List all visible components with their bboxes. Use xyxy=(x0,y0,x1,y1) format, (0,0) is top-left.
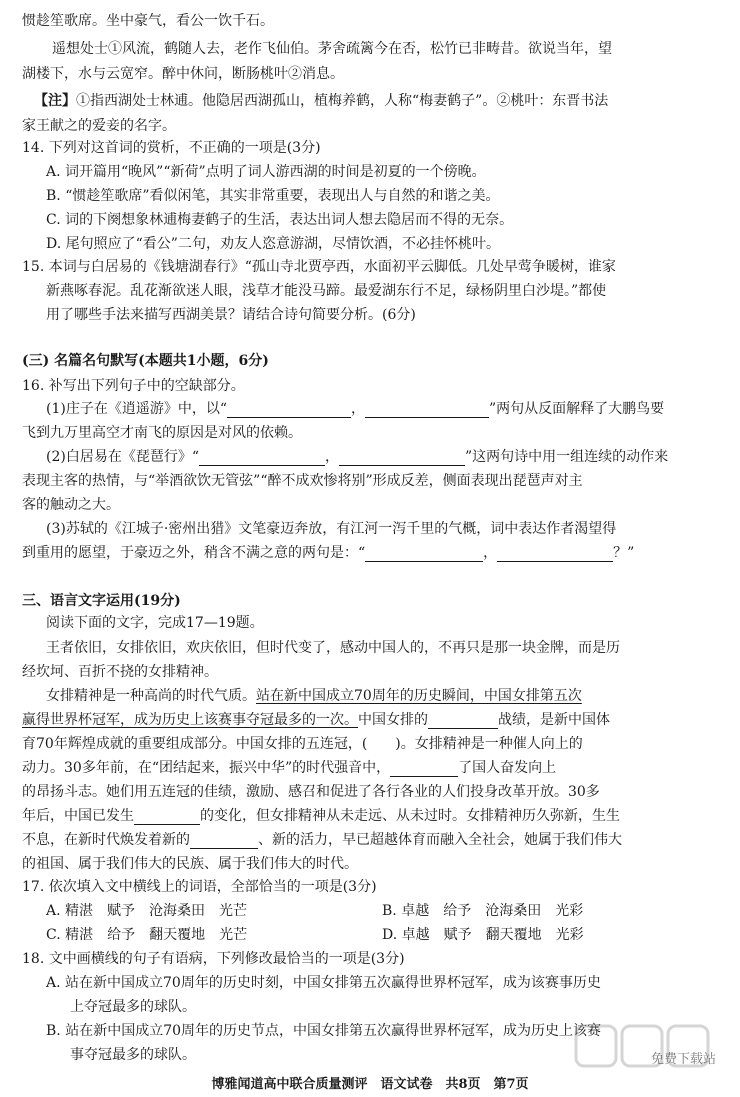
annotation-note xyxy=(34,92,608,110)
question-18-stem: 18. 文中画横线的句子有语病，下列修改最恰当的一项是(3分) xyxy=(22,951,405,967)
question-14-stem: 14. 下列对这首词的赏析，不正确的一项是(3分) xyxy=(22,140,321,156)
question-16-part-1: (1)庄子在《逍遥游》中，以“ ， ”两句从反面解释了大鹏鸟要 xyxy=(46,401,665,417)
passage-text: 动力。30多年前，在“团结起来，振兴中华”的时代强音中， 了国人奋发向上 xyxy=(22,760,557,776)
question-16-text: 客的触动之大。 xyxy=(22,497,120,513)
blank xyxy=(227,403,351,418)
poem-line: 惯趁笙歌席。坐中豪气，看公一饮千石。 xyxy=(22,13,274,29)
question-17-option-d: D. 卓越 赋予 翻天覆地 光彩 xyxy=(382,927,584,943)
question-16-part-3: (3)苏轼的《江城子·密州出猎》文笔豪迈奔放，有江河一泻千里的气概，词中表达作者渴望得 xyxy=(46,521,617,537)
note-label: 【注】 xyxy=(34,93,76,109)
watermark-text: 免费下载站 xyxy=(650,1052,716,1067)
note-text: ①指西湖处士林逋。他隐居西湖孤山，植梅养鹤，人称“梅妻鹤子”。②桃叶：东晋书法 xyxy=(76,93,609,109)
question-15-text: 新燕啄春泥。乱花渐欲迷人眼，浅草才能没马蹄。最爱湖东行不足，绿杨阴里白沙堤。”都使 xyxy=(46,283,607,299)
question-16-text: 表现主客的热情，与“举酒欲饮无管弦”“醉不成欢惨将别”形成反差，侧面表现出琵琶声对主 xyxy=(22,473,583,489)
question-18-option-b: B. 站在新中国成立70周年的历史节点，中国女排第五次赢得世界杯冠军，成为历史上该赛 xyxy=(46,1023,602,1039)
passage-intro: 阅读下面的文字，完成17—19题。 xyxy=(46,615,264,631)
passage-text: 的昂扬斗志。她们用五连冠的佳绩，激励、感召和促进了各行各业的人们投身改革开放。30多 xyxy=(22,784,600,800)
passage-text: 年后，中国已发生 的变化，但女排精神从未走远、从未过时。女排精神历久弥新，生生 xyxy=(22,808,620,824)
question-15-text: 15. 本词与白居易的《钱塘湖春行》“孤山寺北贾亭西，水面初平云脚低。几处早莺争暖树，谁家 xyxy=(22,259,616,275)
question-14-option-b: B. “惯趁笙歌席”看似闲笔，其实非常重要，表现出人与自然的和谐之美。 xyxy=(46,188,500,204)
question-14-option-a: A. 词开篇用“晚风”“新荷”点明了词人游西湖的时间是初夏的一个傍晚。 xyxy=(46,164,486,180)
question-17-option-b: B. 卓越 给予 沧海桑田 光彩 xyxy=(382,903,584,919)
passage-text: 不息，在新时代焕发着新的 、新的活力，早已超越体育而融入全社会，她属于我们伟大 xyxy=(22,832,622,848)
passage-text: 育70年辉煌成就的重要组成部分。中国女排的五连冠，( )。女排精神是一种催人向上的 xyxy=(22,736,583,752)
question-14-option-c: C. 词的下阕想象林逋梅妻鹤子的生活，表达出词人想去隐居而不得的无奈。 xyxy=(46,212,514,228)
passage-text: 的祖国、属于我们伟大的民族、属于我们伟大的时代。 xyxy=(22,856,358,872)
question-17-stem: 17. 依次填入文中横线上的词语，全部恰当的一项是(3分) xyxy=(22,879,377,895)
question-18-option-a: 上夺冠最多的球队。 xyxy=(70,999,196,1015)
underlined-sentence: 站在新中国成立70周年的历史瞬间，中国女排第五次 xyxy=(256,688,582,704)
blank xyxy=(199,451,325,466)
question-16-text: 到重用的愿望，于豪迈之外，稍含不满之意的两句是：“ ， ？” xyxy=(22,545,635,561)
passage-text: 赢得世界杯冠军，成为历史上该赛事夺冠最多的一次。中国女排的 战绩，是新中国体 xyxy=(22,712,610,728)
question-17-option-c: C. 精湛 给予 翻天覆地 光芒 xyxy=(46,927,248,943)
blank xyxy=(190,834,258,849)
question-16-stem: 16. 补写出下列句子中的空缺部分。 xyxy=(22,378,245,394)
question-18-option-a: A. 站在新中国成立70周年的历史时刻，中国女排第五次赢得世界杯冠军，成为该赛事历史 xyxy=(46,975,601,991)
underlined-sentence: 赢得世界杯冠军，成为历史上该赛事夺冠最多的一次。 xyxy=(22,712,358,728)
poem-line: 湖楼下，水与云宽窄。醉中休问，断肠桃叶②消息。 xyxy=(22,66,344,82)
blank xyxy=(365,547,483,562)
section-heading: (三) 名篇名句默写(本题共1小题，6分) xyxy=(22,353,269,369)
question-14-option-d: D. 尾句照应了“看公”二句，劝友人恣意游湖，尽情饮酒，不必挂怀桃叶。 xyxy=(46,236,500,252)
blank xyxy=(390,762,458,777)
blank xyxy=(365,403,489,418)
poem-line: 遥想处士①风流，鹤随人去，老作飞仙伯。茅舍疏篱今在否，松竹已非畴昔。欲说当年，望 xyxy=(52,41,612,57)
question-16-text: 飞到九万里高空才南飞的原因是对风的依赖。 xyxy=(22,425,302,441)
page-footer: 博雅闻道高中联合质量测评 语文试卷 共8页 第7页 xyxy=(211,1077,529,1092)
note-text: 家王献之的爱妾的名字。 xyxy=(22,118,176,134)
blank xyxy=(428,714,498,729)
question-16-part-2: (2)白居易在《琵琶行》“ ， ”这两句诗中用一组连续的动作来 xyxy=(46,449,669,465)
passage-text: 王者依旧，女排依旧，欢庆依旧，但时代变了，感动中国人的，不再只是那一块金牌，而是历 xyxy=(46,640,620,656)
section-heading: 三、语言文字运用(19分) xyxy=(22,593,181,609)
passage-text: 女排精神是一种高尚的时代气质。站在新中国成立70周年的历史瞬间，中国女排第五次 xyxy=(46,688,582,704)
question-18-option-b: 事夺冠最多的球队。 xyxy=(70,1047,196,1063)
passage-text: 经坎坷、百折不挠的女排精神。 xyxy=(22,664,218,680)
blank xyxy=(134,810,200,825)
blank xyxy=(339,451,465,466)
blank xyxy=(497,547,613,562)
question-15-text: 用了哪些手法来描写西湖美景？请结合诗句简要分析。(6分) xyxy=(46,307,416,323)
question-17-option-a: A. 精湛 赋予 沧海桑田 光芒 xyxy=(46,903,248,919)
